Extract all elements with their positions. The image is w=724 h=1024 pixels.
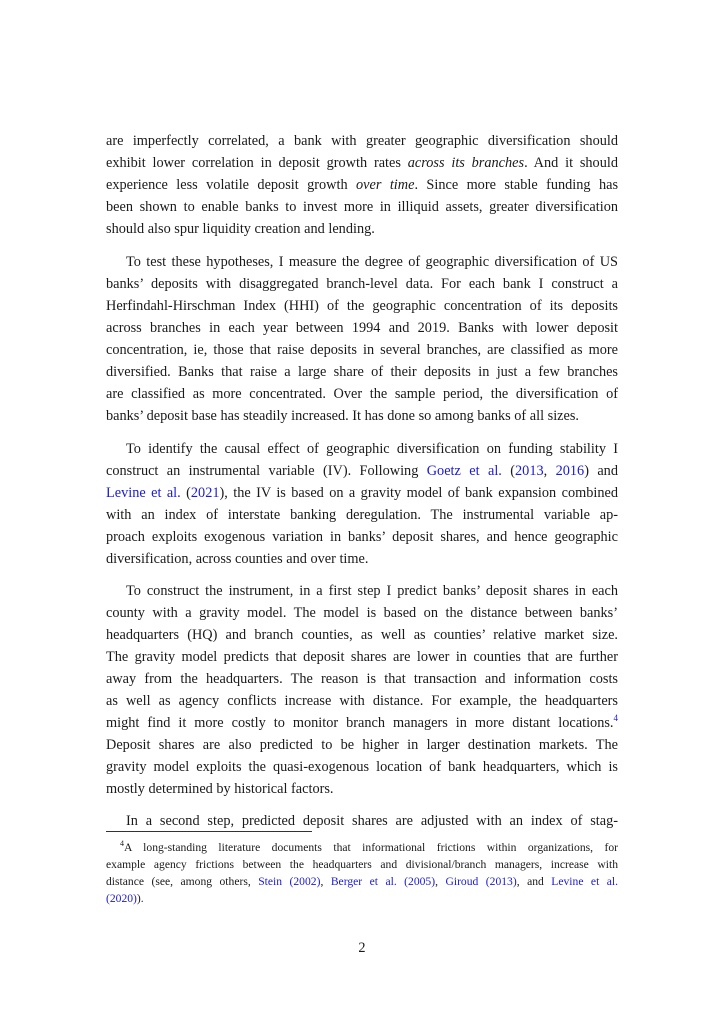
text: ,: [435, 875, 446, 888]
text: been shown to enable banks to invest more in illiquid assets, greater diversification: [106, 199, 618, 215]
text-line: [106, 405, 618, 427]
text: diversified. Banks that raise a large share of their deposits in just a few branches: [106, 364, 618, 380]
text-line: [106, 383, 618, 405]
text-line: [106, 504, 618, 526]
text: (: [501, 463, 516, 479]
text-line: [106, 548, 618, 570]
citation-link-levine-2020-year[interactable]: (2020): [106, 892, 137, 905]
text-line: [106, 580, 618, 602]
text-line: [106, 218, 618, 240]
page-number: 2: [358, 940, 366, 956]
text: ).: [136, 892, 144, 905]
text: distance (see, among others,: [106, 875, 259, 888]
text-line: [106, 810, 618, 832]
text-line: [106, 460, 618, 482]
text-line: [106, 317, 618, 339]
text: headquarters (HQ) and branch counties, as well as counties’ relative market size.: [106, 627, 618, 643]
text: might find it more costly to monitor branch managers in more distant locations.: [106, 715, 614, 731]
text: as well as agency conflicts increase with distance. For example, the headquarters: [106, 693, 618, 709]
text: banks’ deposit base has steadily increased. It has done so among banks of all sizes.: [106, 408, 579, 424]
citation-link-stein-2002[interactable]: Stein (2002): [258, 875, 321, 888]
text: experience less volatile deposit growth: [106, 177, 357, 193]
text-line: [106, 602, 618, 624]
footnote-number: 4: [120, 839, 124, 848]
text: . Since more stable funding has: [414, 177, 619, 193]
citation-link-levine[interactable]: Levine et al.: [106, 485, 181, 501]
text: construct an instrumental variable (IV). Following: [106, 463, 427, 479]
footnote-marker-link[interactable]: 4: [613, 713, 618, 723]
text: across branches in each year between 1994 and 2019. Banks with lower deposit: [106, 320, 618, 336]
citation-link-goetz-2013[interactable]: 2013: [515, 463, 544, 479]
text-line: [106, 526, 618, 548]
text: are classified as more concentrated. Over the sample period, the diversification of: [106, 386, 618, 402]
text: To test these hypotheses, I measure the degree of geographic diversification of US: [126, 254, 618, 270]
text: Herfindahl-Hirschman Index (HHI) of the geographic concentration of its deposits: [106, 298, 618, 314]
text: mostly determined by historical factors.: [106, 781, 334, 797]
text-line: [106, 438, 618, 460]
text: banks’ deposits with disaggregated branch-level data. For each bank I construct a: [106, 276, 618, 292]
citation-link-giroud-2013[interactable]: Giroud (2013): [445, 875, 517, 888]
citation-link-goetz[interactable]: Goetz et al.: [426, 463, 502, 479]
text-line: [106, 624, 618, 646]
text: ,: [543, 463, 556, 479]
text: ,: [320, 875, 331, 888]
citation-link-levine-2020[interactable]: Levine et al.: [551, 875, 619, 888]
text: Deposit shares are also predicted to be higher in larger destination markets. The: [106, 737, 618, 753]
text-line: [106, 339, 618, 361]
emphasis: over time: [356, 177, 415, 193]
text: away from the headquarters. The reason is that transaction and information costs: [106, 671, 618, 687]
citation-link-berger-2005[interactable]: Berger et al. (2005): [330, 875, 436, 888]
text-line: [106, 756, 618, 778]
text-line: [106, 778, 618, 800]
text-line: [106, 361, 618, 383]
emphasis: across its branches: [407, 155, 525, 171]
text: ) and: [584, 463, 618, 479]
text-line: [106, 251, 618, 273]
footnote-divider: [106, 831, 312, 832]
footnote-line: [106, 856, 618, 873]
footnote-line: [106, 890, 618, 907]
text: ), the IV is based on a gravity model of bank expansion combined: [219, 485, 618, 501]
text: with an index of interstate banking deregulation. The instrumental variable ap-: [106, 507, 618, 523]
footnote-line: [106, 839, 618, 856]
text: , and: [516, 875, 552, 888]
text: county with a gravity model. The model is based on the distance between banks’: [106, 605, 618, 621]
footnote-line: [106, 873, 618, 890]
text: To construct the instrument, in a first step I predict banks’ deposit shares in each: [126, 583, 618, 599]
text-line: [106, 712, 618, 734]
text-line: [106, 152, 618, 174]
text-line: [106, 273, 618, 295]
text: are imperfectly correlated, a bank with greater geographic diversification should: [106, 133, 618, 149]
text-line: [106, 646, 618, 668]
text-line: [106, 130, 618, 152]
text: A long-standing literature documents that informational frictions within organizations, for: [124, 841, 618, 854]
text: should also spur liquidity creation and lending.: [106, 221, 375, 237]
text-line: [106, 295, 618, 317]
text: example agency frictions between the headquarters and divisional/branch managers, increase with: [106, 858, 618, 871]
text-line: [106, 690, 618, 712]
text-line: [106, 668, 618, 690]
text: concentration, ie, those that raise deposits in several branches, are classified as more: [106, 342, 618, 358]
text-line: [106, 734, 618, 756]
text: In a second step, predicted deposit shares are adjusted with an index of stag-: [126, 813, 618, 829]
text: exhibit lower correlation in deposit growth rates: [106, 155, 408, 171]
text: The gravity model predicts that deposit shares are lower in counties that are further: [106, 649, 618, 665]
text-line: [106, 482, 618, 504]
citation-link-goetz-2016[interactable]: 2016: [555, 463, 585, 479]
text: (: [180, 485, 191, 501]
text: diversification, across counties and over time.: [106, 551, 369, 567]
text: . And it should: [524, 155, 618, 171]
text: proach exploits exogenous variation in banks’ deposit shares, and hence geographic: [106, 529, 618, 545]
citation-link-levine-2021[interactable]: 2021: [190, 485, 220, 501]
text-line: [106, 174, 618, 196]
text-line: [106, 196, 618, 218]
text: gravity model exploits the quasi-exogenous location of bank headquarters, which is: [106, 759, 618, 775]
text: To identify the causal effect of geographic diversification on funding stability I: [126, 441, 618, 457]
